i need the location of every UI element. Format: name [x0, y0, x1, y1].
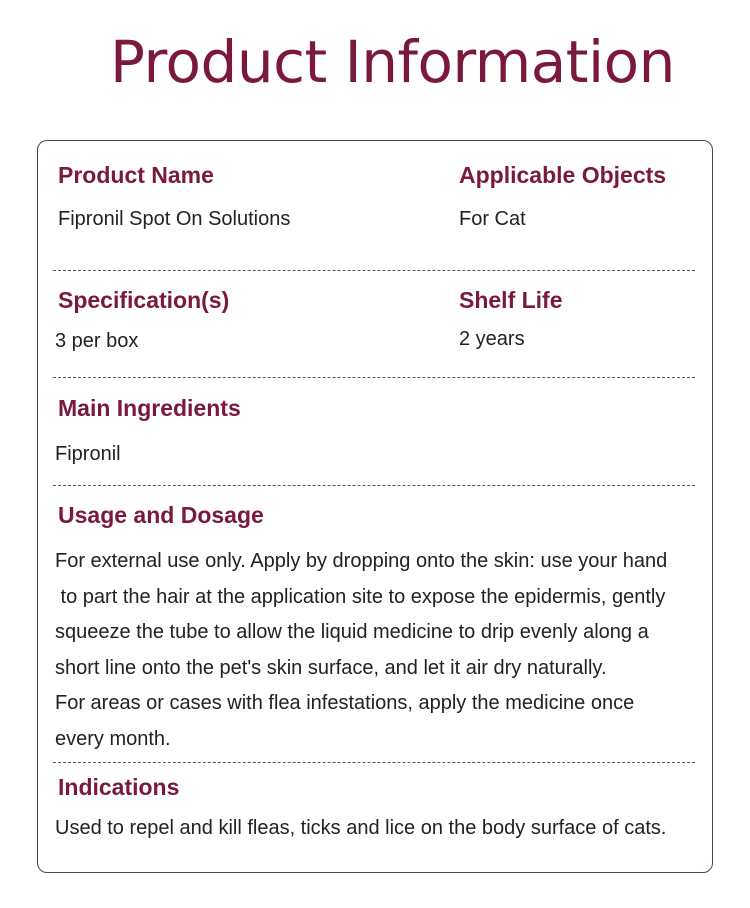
main-ingredients-value: Fipronil: [55, 443, 121, 465]
product-info-card: [37, 140, 713, 873]
page-title: Product Information: [110, 28, 675, 96]
shelf-life-value: 2 years: [459, 328, 525, 350]
usage-line: short line onto the pet's skin surface, and let it air dry naturally.: [55, 656, 607, 679]
divider: [53, 377, 695, 378]
product-name-value: Fipronil Spot On Solutions: [58, 208, 291, 230]
usage-line: to part the hair at the application site to expose the epidermis, gently: [55, 585, 666, 608]
product-name-heading: Product Name: [58, 162, 214, 188]
divider: [53, 485, 695, 486]
specification-value: 3 per box: [55, 330, 139, 352]
usage-dosage-text: [55, 544, 705, 757]
usage-line: For areas or cases with flea infestations, apply the medicine once: [55, 692, 635, 714]
usage-line: For external use only. Apply by dropping onto the skin: use your hand: [55, 550, 668, 572]
divider: [53, 270, 695, 271]
usage-line: squeeze the tube to allow the liquid medicine to drip evenly along a: [55, 621, 649, 643]
main-ingredients-heading: Main Ingredients: [58, 395, 241, 421]
indications-heading: Indications: [58, 774, 180, 800]
divider: [53, 762, 695, 763]
applicable-objects-heading: Applicable Objects: [459, 162, 667, 188]
indications-value: Used to repel and kill fleas, ticks and lice on the body surface of cats.: [55, 817, 667, 839]
usage-dosage-heading: Usage and Dosage: [58, 502, 264, 528]
specification-heading: Specification(s): [58, 287, 230, 313]
shelf-life-heading: Shelf Life: [459, 287, 563, 313]
usage-line: every month.: [55, 727, 171, 750]
applicable-objects-value: For Cat: [459, 208, 526, 230]
